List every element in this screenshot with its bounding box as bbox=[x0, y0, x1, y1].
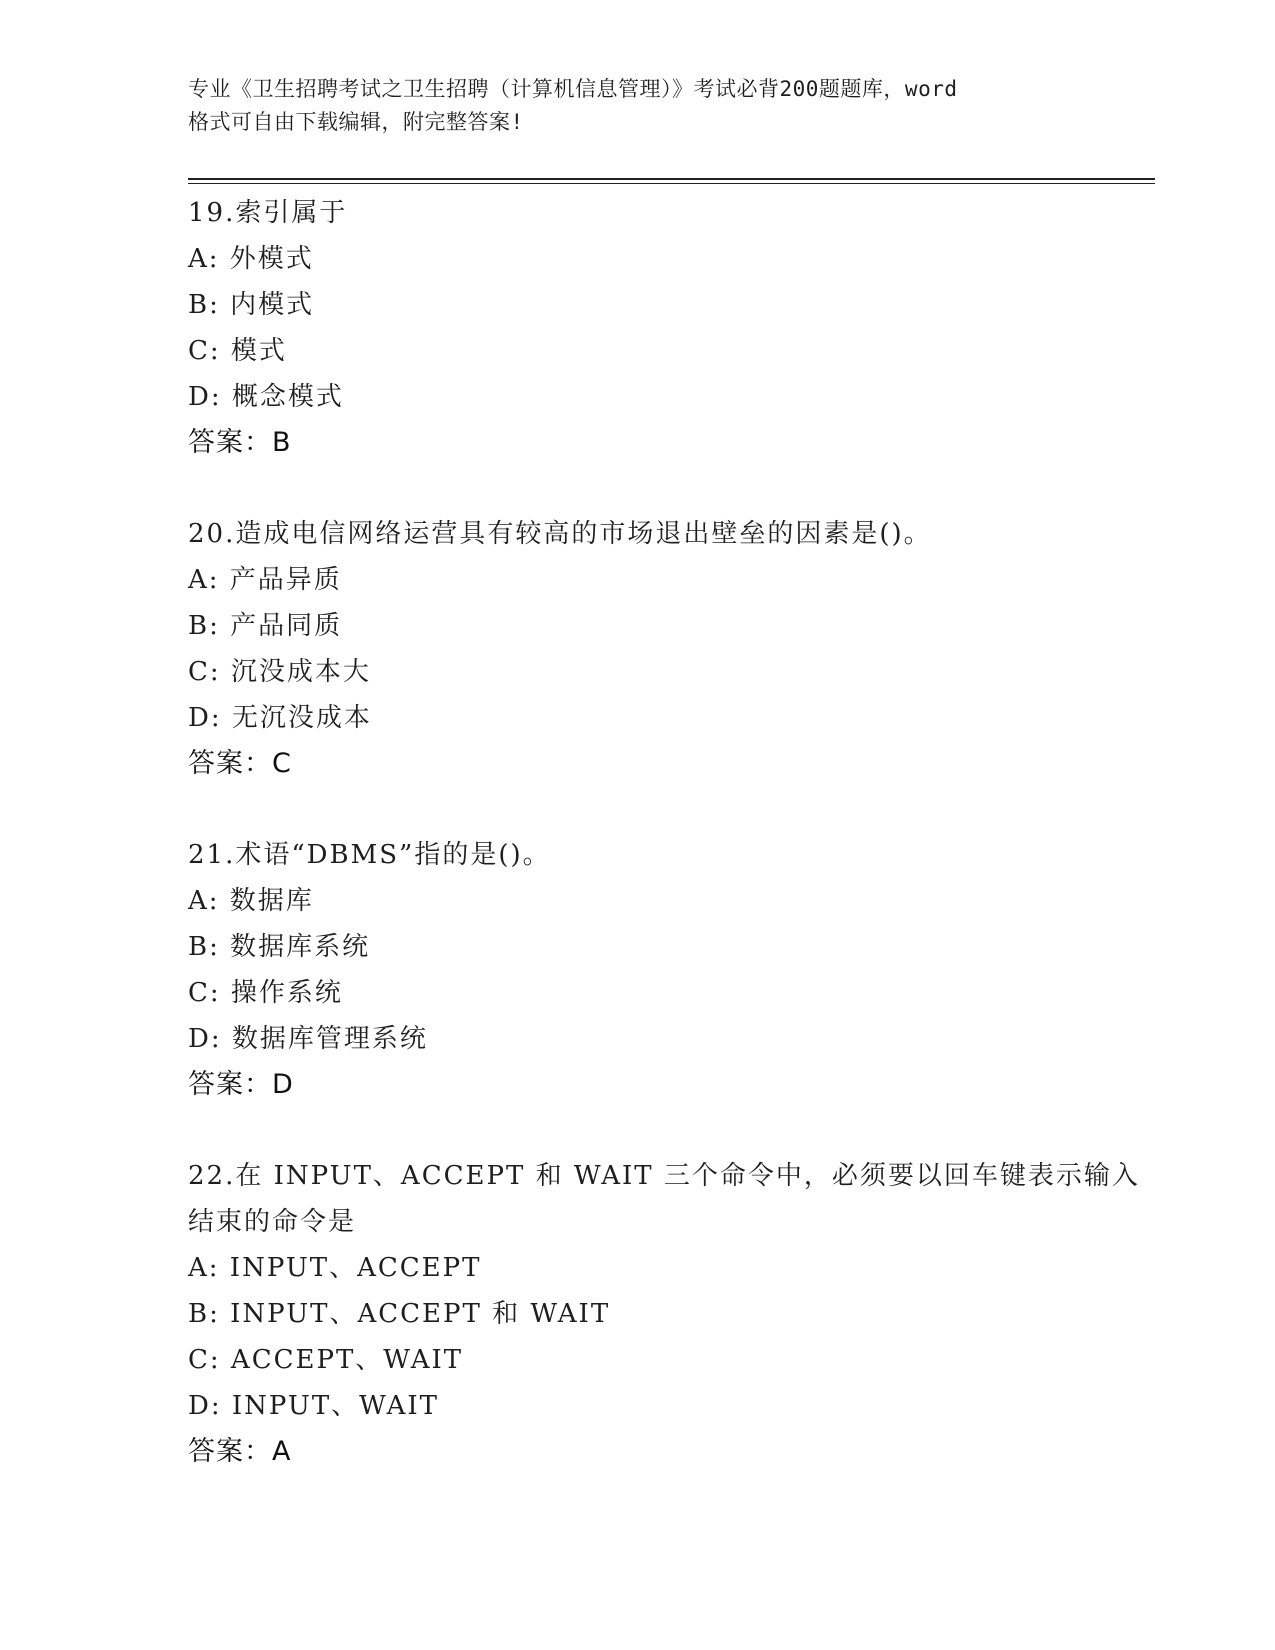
question-stem: 21.术语“DBMS”指的是()。 bbox=[188, 840, 551, 870]
question-spacer bbox=[188, 466, 1148, 511]
answer: 答案：A bbox=[188, 1436, 292, 1467]
option-c: C: ACCEPT、WAIT bbox=[188, 1345, 464, 1375]
header-line-2: 格式可自由下载编辑，附完整答案! bbox=[188, 110, 524, 134]
option-a: A: 产品异质 bbox=[188, 565, 342, 595]
question-21 bbox=[188, 832, 1148, 1108]
option-b: B: 产品同质 bbox=[188, 611, 343, 641]
answer: 答案：C bbox=[188, 748, 292, 779]
option-b: B: 数据库系统 bbox=[188, 932, 371, 962]
option-d: D: INPUT、WAIT bbox=[188, 1391, 439, 1421]
question-spacer bbox=[188, 787, 1148, 832]
header-line-1: 专业《卫生招聘考试之卫生招聘（计算机信息管理）》考试必背200题题库，word bbox=[188, 77, 958, 101]
option-c: C: 沉没成本大 bbox=[188, 657, 371, 687]
option-a: A: INPUT、ACCEPT bbox=[188, 1253, 482, 1283]
question-list bbox=[188, 190, 1148, 1475]
question-stem: 20.造成电信网络运营具有较高的市场退出壁垒的因素是()。 bbox=[188, 519, 932, 549]
answer: 答案：B bbox=[188, 427, 292, 458]
question-stem-continued: 结束的命令是 bbox=[188, 1207, 357, 1237]
question-19 bbox=[188, 190, 1148, 466]
option-c: C: 操作系统 bbox=[188, 978, 343, 1008]
option-c: C: 模式 bbox=[188, 336, 287, 366]
question-stem: 19.索引属于 bbox=[188, 198, 348, 228]
question-stem: 22.在 INPUT、ACCEPT 和 WAIT 三个命令中，必须要以回车键表示输入 bbox=[188, 1161, 1140, 1191]
header-divider-thin bbox=[188, 183, 1155, 184]
option-a: A: 外模式 bbox=[188, 244, 314, 274]
answer: 答案：D bbox=[188, 1069, 294, 1100]
option-b: B: 内模式 bbox=[188, 290, 315, 320]
question-22 bbox=[188, 1153, 1148, 1475]
question-20 bbox=[188, 511, 1148, 787]
option-a: A: 数据库 bbox=[188, 886, 314, 916]
document-header bbox=[188, 73, 1088, 139]
option-d: D: 概念模式 bbox=[188, 382, 344, 412]
option-b: B: INPUT、ACCEPT 和 WAIT bbox=[188, 1299, 611, 1329]
option-d: D: 数据库管理系统 bbox=[188, 1024, 428, 1054]
question-spacer bbox=[188, 1108, 1148, 1153]
header-divider-thick bbox=[188, 178, 1155, 180]
option-d: D: 无沉没成本 bbox=[188, 703, 372, 733]
